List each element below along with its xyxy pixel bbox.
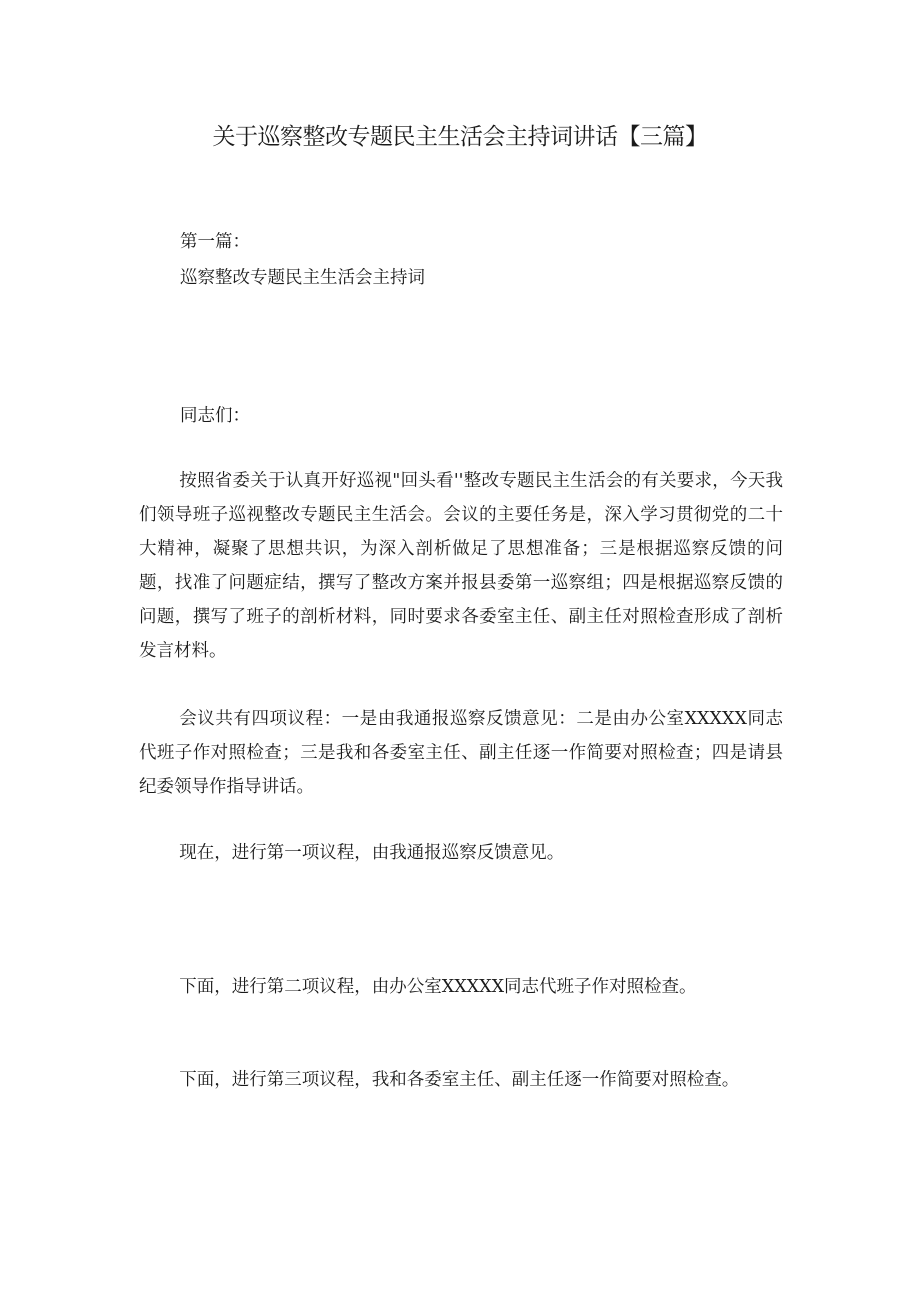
section-subtitle: 巡察整改专题民主生活会主持词 (180, 268, 425, 288)
paragraph-3: 现在，进行第一项议程，由我通报巡察反馈意见。 (179, 843, 565, 863)
paragraph-5: 下面，进行第三项议程，我和各委室主任、副主任逐一作简要对照检查。 (179, 1070, 740, 1090)
paragraph-1: 按照省委关于认真开好巡视"回头看''整改专题民主生活会的有关要求，今天我们领导班子巡视整改专题民主生活会。会议的主要任务是，深入学习贯彻党的二十大精神，凝聚了思想共识，为深入剖析做足了思想准备；三是根据巡察反馈的问题，找准了问题症结，撰写了整改方案并报县委第一巡察组；四是根据巡察反馈的问题，撰写了班子的剖析材料，同时要求各委室主任、副主任对照检查形成了剖析发言材料。 (139, 471, 783, 661)
greeting: 同志们： (180, 406, 250, 426)
paragraph-2: 会议共有四项议程：一是由我通报巡察反馈意见：二是由办公室XXXXX同志代班子作对照检查；三是我和各委室主任、副主任逐一作简要对照检查；四是请县纪委领导作指导讲话。 (139, 709, 783, 797)
document-title: 关于巡察整改专题民主生活会主持词讲话【三篇】 (212, 124, 708, 150)
section-heading: 第一篇： (180, 232, 250, 252)
paragraph-4: 下面，进行第二项议程，由办公室XXXXX同志代班子作对照检查。 (179, 977, 697, 997)
